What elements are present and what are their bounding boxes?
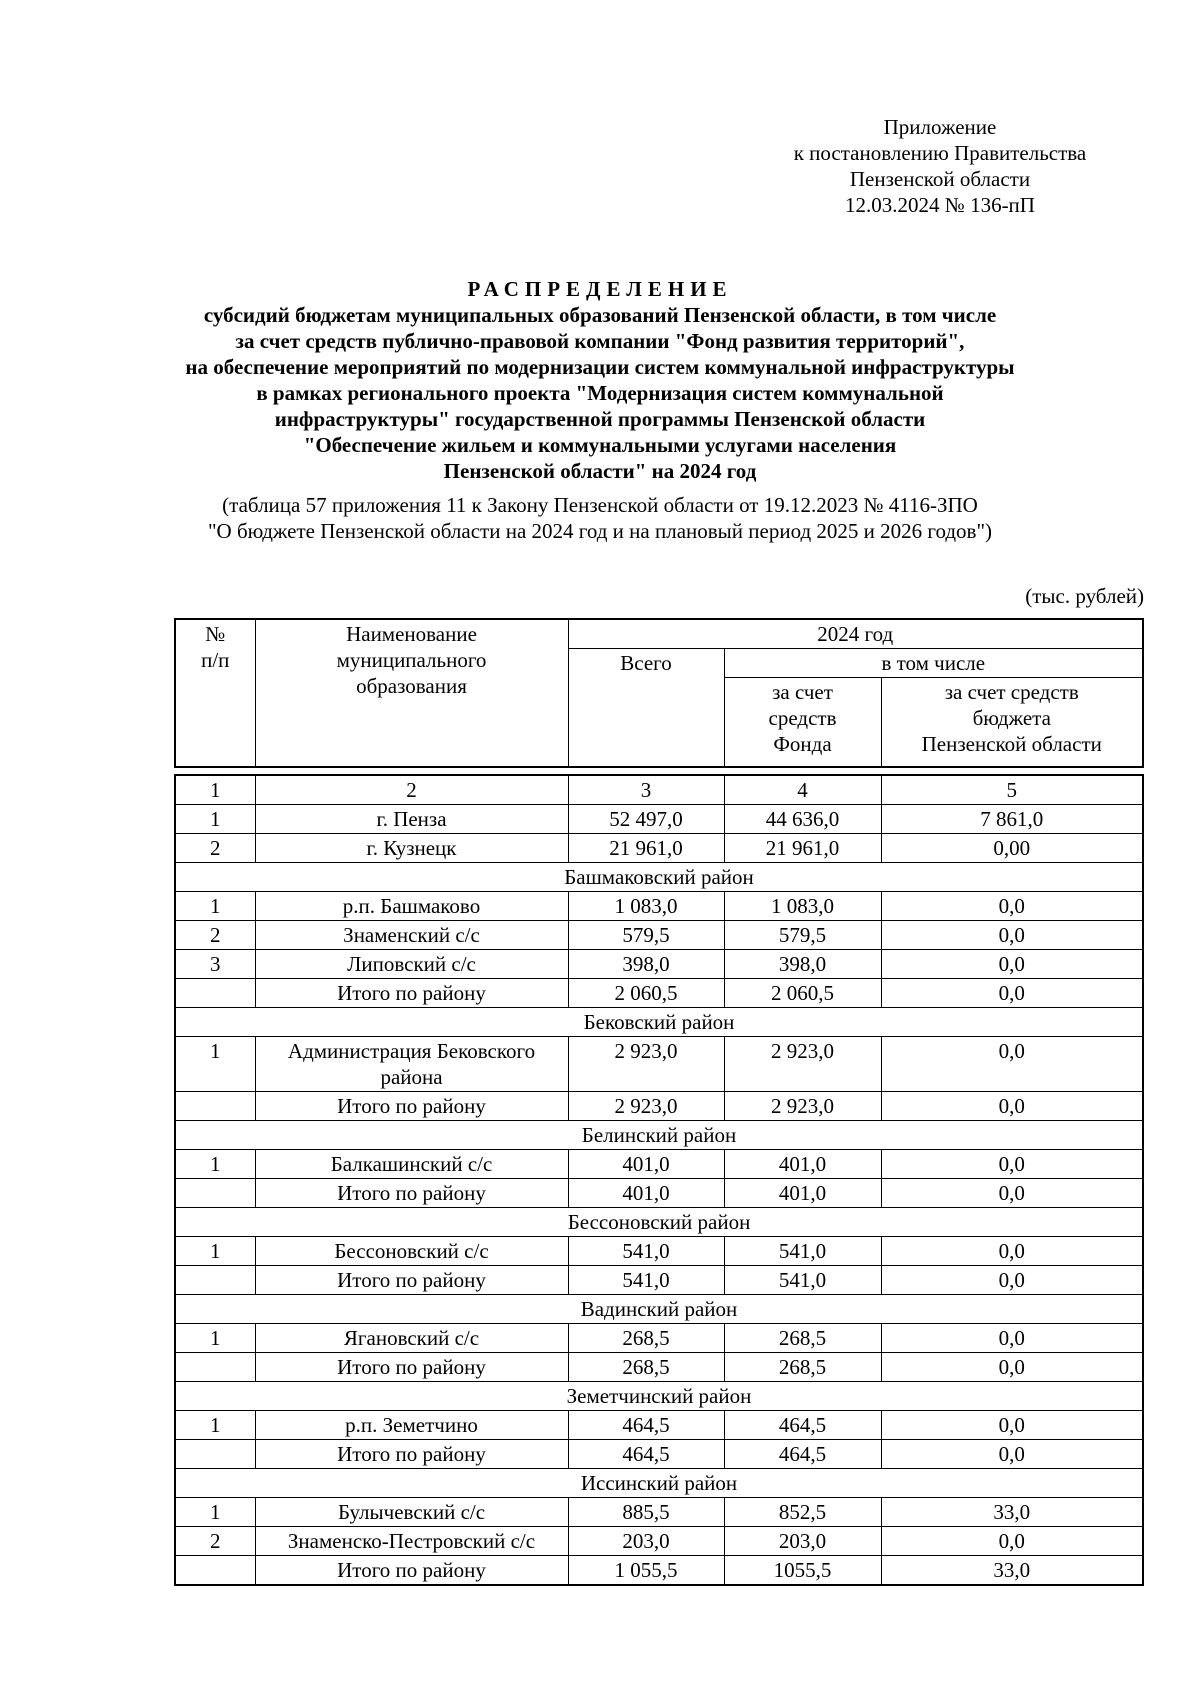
cell-num: 2 bbox=[175, 921, 255, 950]
table-row bbox=[175, 1556, 1143, 1586]
appendix-line: Пензенской области bbox=[849, 167, 1031, 191]
cell-num: 1 bbox=[175, 892, 255, 921]
cell-name: р.п. Земетчино bbox=[255, 1411, 568, 1440]
document-title: РАСПРЕДЕЛЕНИЕ bbox=[467, 277, 733, 301]
header-name: Наименование муниципального образования bbox=[255, 619, 568, 767]
table-row bbox=[175, 950, 1143, 979]
district-name: Земетчинский район bbox=[175, 1382, 1143, 1411]
table-row bbox=[175, 1237, 1143, 1266]
appendix-line: 12.03.2024 № 136-пП bbox=[845, 193, 1035, 217]
district-name: Бессоновский район bbox=[175, 1208, 1143, 1237]
cell-total: 268,5 bbox=[568, 1353, 724, 1382]
table-body bbox=[174, 774, 1144, 1586]
district-name: Иссинский район bbox=[175, 1469, 1143, 1498]
cell-fund: 2 060,5 bbox=[724, 979, 881, 1008]
cell-name: Итого по району bbox=[255, 1353, 568, 1382]
title-block bbox=[150, 276, 1050, 544]
cell-num bbox=[175, 1440, 255, 1469]
cell-num bbox=[175, 1092, 255, 1121]
column-number: 3 bbox=[568, 775, 724, 805]
cell-total: 464,5 bbox=[568, 1411, 724, 1440]
cell-total: 464,5 bbox=[568, 1440, 724, 1469]
table-row bbox=[175, 1498, 1143, 1527]
cell-fund: 464,5 bbox=[724, 1411, 881, 1440]
subtitle-line: инфраструктуры" государственной программы Пензенской области bbox=[274, 407, 926, 431]
cell-regional: 0,0 bbox=[881, 1266, 1143, 1295]
cell-regional: 33,0 bbox=[881, 1556, 1143, 1586]
cell-name: г. Кузнецк bbox=[255, 834, 568, 863]
cell-regional: 0,0 bbox=[881, 1179, 1143, 1208]
cell-num: 1 bbox=[175, 1037, 255, 1092]
cell-num bbox=[175, 1266, 255, 1295]
cell-regional: 0,0 bbox=[881, 979, 1143, 1008]
header-fund: за счет средств Фонда bbox=[724, 678, 881, 768]
subtitle-line: на обеспечение мероприятий по модернизации систем коммунальной инфраструктуры bbox=[185, 355, 1015, 379]
table-row bbox=[175, 805, 1143, 834]
table-row bbox=[175, 1411, 1143, 1440]
cell-name: Бессоновский с/с bbox=[255, 1237, 568, 1266]
cell-name: Знаменско-Пестровский с/с bbox=[255, 1527, 568, 1556]
cell-total: 579,5 bbox=[568, 921, 724, 950]
cell-total: 2 060,5 bbox=[568, 979, 724, 1008]
cell-fund: 44 636,0 bbox=[724, 805, 881, 834]
cell-fund: 401,0 bbox=[724, 1179, 881, 1208]
district-group-row bbox=[175, 1208, 1143, 1237]
cell-regional: 0,0 bbox=[881, 1150, 1143, 1179]
table-row bbox=[175, 1266, 1143, 1295]
district-name: Бековский район bbox=[175, 1008, 1143, 1037]
district-name: Башмаковский район bbox=[175, 863, 1143, 892]
cell-fund: 21 961,0 bbox=[724, 834, 881, 863]
cell-regional: 0,0 bbox=[881, 1092, 1143, 1121]
cell-name: Итого по району bbox=[255, 1556, 568, 1586]
cell-num: 1 bbox=[175, 1324, 255, 1353]
table-row bbox=[175, 834, 1143, 863]
cell-regional: 0,0 bbox=[881, 1324, 1143, 1353]
table-row bbox=[175, 1150, 1143, 1179]
cell-fund: 401,0 bbox=[724, 1150, 881, 1179]
cell-name: г. Пенза bbox=[255, 805, 568, 834]
cell-name: Липовский с/с bbox=[255, 950, 568, 979]
cell-name: Ягановский с/с bbox=[255, 1324, 568, 1353]
cell-num bbox=[175, 979, 255, 1008]
cell-fund: 203,0 bbox=[724, 1527, 881, 1556]
cell-total: 885,5 bbox=[568, 1498, 724, 1527]
cell-fund: 1 083,0 bbox=[724, 892, 881, 921]
district-group-row bbox=[175, 1295, 1143, 1324]
cell-name: Булычевский с/с bbox=[255, 1498, 568, 1527]
table-row bbox=[175, 1179, 1143, 1208]
cell-total: 1 083,0 bbox=[568, 892, 724, 921]
cell-fund: 268,5 bbox=[724, 1324, 881, 1353]
cell-name: Знаменский с/с bbox=[255, 921, 568, 950]
table-header bbox=[174, 618, 1144, 768]
cell-regional: 33,0 bbox=[881, 1498, 1143, 1527]
cell-num: 2 bbox=[175, 834, 255, 863]
district-group-row bbox=[175, 1469, 1143, 1498]
cell-total: 541,0 bbox=[568, 1237, 724, 1266]
cell-num: 1 bbox=[175, 1411, 255, 1440]
cell-regional: 0,0 bbox=[881, 921, 1143, 950]
cell-num: 1 bbox=[175, 1237, 255, 1266]
cell-fund: 268,5 bbox=[724, 1353, 881, 1382]
cell-name: Итого по району bbox=[255, 979, 568, 1008]
appendix-line: Приложение bbox=[883, 115, 997, 139]
cell-regional: 0,00 bbox=[881, 834, 1143, 863]
law-reference-line: "О бюджете Пензенской области на 2024 год и на плановый период 2025 и 2026 годов") bbox=[207, 519, 993, 543]
cell-total: 52 497,0 bbox=[568, 805, 724, 834]
cell-fund: 398,0 bbox=[724, 950, 881, 979]
cell-name: Итого по району bbox=[255, 1179, 568, 1208]
cell-regional: 0,0 bbox=[881, 1411, 1143, 1440]
cell-total: 1 055,5 bbox=[568, 1556, 724, 1586]
cell-name: Балкашинский с/с bbox=[255, 1150, 568, 1179]
table-row bbox=[175, 1527, 1143, 1556]
appendix-header bbox=[740, 114, 1140, 218]
cell-fund: 852,5 bbox=[724, 1498, 881, 1527]
cell-fund: 2 923,0 bbox=[724, 1037, 881, 1092]
cell-fund: 464,5 bbox=[724, 1440, 881, 1469]
cell-num bbox=[175, 1353, 255, 1382]
cell-regional: 0,0 bbox=[881, 1353, 1143, 1382]
cell-fund: 2 923,0 bbox=[724, 1092, 881, 1121]
document-subtitle bbox=[150, 302, 1050, 484]
cell-total: 541,0 bbox=[568, 1266, 724, 1295]
district-name: Вадинский район bbox=[175, 1295, 1143, 1324]
subtitle-line: в рамках регионального проекта "Модернизация систем коммунальной bbox=[256, 381, 944, 405]
column-number: 2 bbox=[255, 775, 568, 805]
cell-total: 2 923,0 bbox=[568, 1092, 724, 1121]
cell-name: Итого по району bbox=[255, 1092, 568, 1121]
table-row bbox=[175, 892, 1143, 921]
cell-name: Итого по району bbox=[255, 1440, 568, 1469]
header-including: в том числе bbox=[724, 649, 1143, 678]
cell-num: 1 bbox=[175, 1150, 255, 1179]
subtitle-line: Пензенской области" на 2024 год bbox=[443, 459, 757, 483]
table-row bbox=[175, 1092, 1143, 1121]
cell-total: 401,0 bbox=[568, 1150, 724, 1179]
cell-total: 268,5 bbox=[568, 1324, 724, 1353]
law-reference bbox=[150, 492, 1050, 544]
table-row bbox=[175, 1353, 1143, 1382]
header-num: № п/п bbox=[175, 619, 255, 767]
header-total: Всего bbox=[568, 649, 724, 768]
units-note: (тыс. рублей) bbox=[1025, 584, 1144, 608]
cell-total: 398,0 bbox=[568, 950, 724, 979]
column-number: 4 bbox=[724, 775, 881, 805]
subtitle-line: за счет средств публично-правовой компании "Фонд развития территорий", bbox=[235, 329, 965, 353]
cell-total: 21 961,0 bbox=[568, 834, 724, 863]
cell-regional: 0,0 bbox=[881, 950, 1143, 979]
cell-regional: 0,0 bbox=[881, 1037, 1143, 1092]
table-row bbox=[175, 1324, 1143, 1353]
district-name: Белинский район bbox=[175, 1121, 1143, 1150]
header-year: 2024 год bbox=[568, 619, 1143, 649]
cell-total: 203,0 bbox=[568, 1527, 724, 1556]
cell-total: 401,0 bbox=[568, 1179, 724, 1208]
subtitle-line: "Обеспечение жильем и коммунальными услугами населения bbox=[303, 433, 897, 457]
cell-regional: 0,0 bbox=[881, 1440, 1143, 1469]
cell-regional: 0,0 bbox=[881, 1527, 1143, 1556]
table-row bbox=[175, 921, 1143, 950]
cell-num: 2 bbox=[175, 1527, 255, 1556]
cell-num: 3 bbox=[175, 950, 255, 979]
cell-num: 1 bbox=[175, 1498, 255, 1527]
district-group-row bbox=[175, 863, 1143, 892]
cell-num bbox=[175, 1179, 255, 1208]
cell-regional: 0,0 bbox=[881, 892, 1143, 921]
cell-num bbox=[175, 1556, 255, 1586]
table-row bbox=[175, 1440, 1143, 1469]
table-row bbox=[175, 979, 1143, 1008]
column-number: 1 bbox=[175, 775, 255, 805]
cell-fund: 579,5 bbox=[724, 921, 881, 950]
column-numbers-row bbox=[175, 775, 1143, 805]
district-group-row bbox=[175, 1008, 1143, 1037]
cell-name: Итого по району bbox=[255, 1266, 568, 1295]
cell-fund: 1055,5 bbox=[724, 1556, 881, 1586]
cell-fund: 541,0 bbox=[724, 1237, 881, 1266]
cell-fund: 541,0 bbox=[724, 1266, 881, 1295]
cell-name: Администрация Бековского района bbox=[255, 1037, 568, 1092]
cell-regional: 7 861,0 bbox=[881, 805, 1143, 834]
header-regional: за счет средств бюджета Пензенской области bbox=[881, 678, 1143, 768]
cell-regional: 0,0 bbox=[881, 1237, 1143, 1266]
column-number: 5 bbox=[881, 775, 1143, 805]
district-group-row bbox=[175, 1121, 1143, 1150]
district-group-row bbox=[175, 1382, 1143, 1411]
appendix-line: к постановлению Правительства bbox=[793, 141, 1087, 165]
cell-total: 2 923,0 bbox=[568, 1037, 724, 1092]
law-reference-line: (таблица 57 приложения 11 к Закону Пензенской области от 19.12.2023 № 4116-ЗПО bbox=[222, 493, 978, 517]
cell-num: 1 bbox=[175, 805, 255, 834]
table-row bbox=[175, 1037, 1143, 1092]
cell-name: р.п. Башмаково bbox=[255, 892, 568, 921]
subtitle-line: субсидий бюджетам муниципальных образований Пензенской области, в том числе bbox=[203, 303, 997, 327]
